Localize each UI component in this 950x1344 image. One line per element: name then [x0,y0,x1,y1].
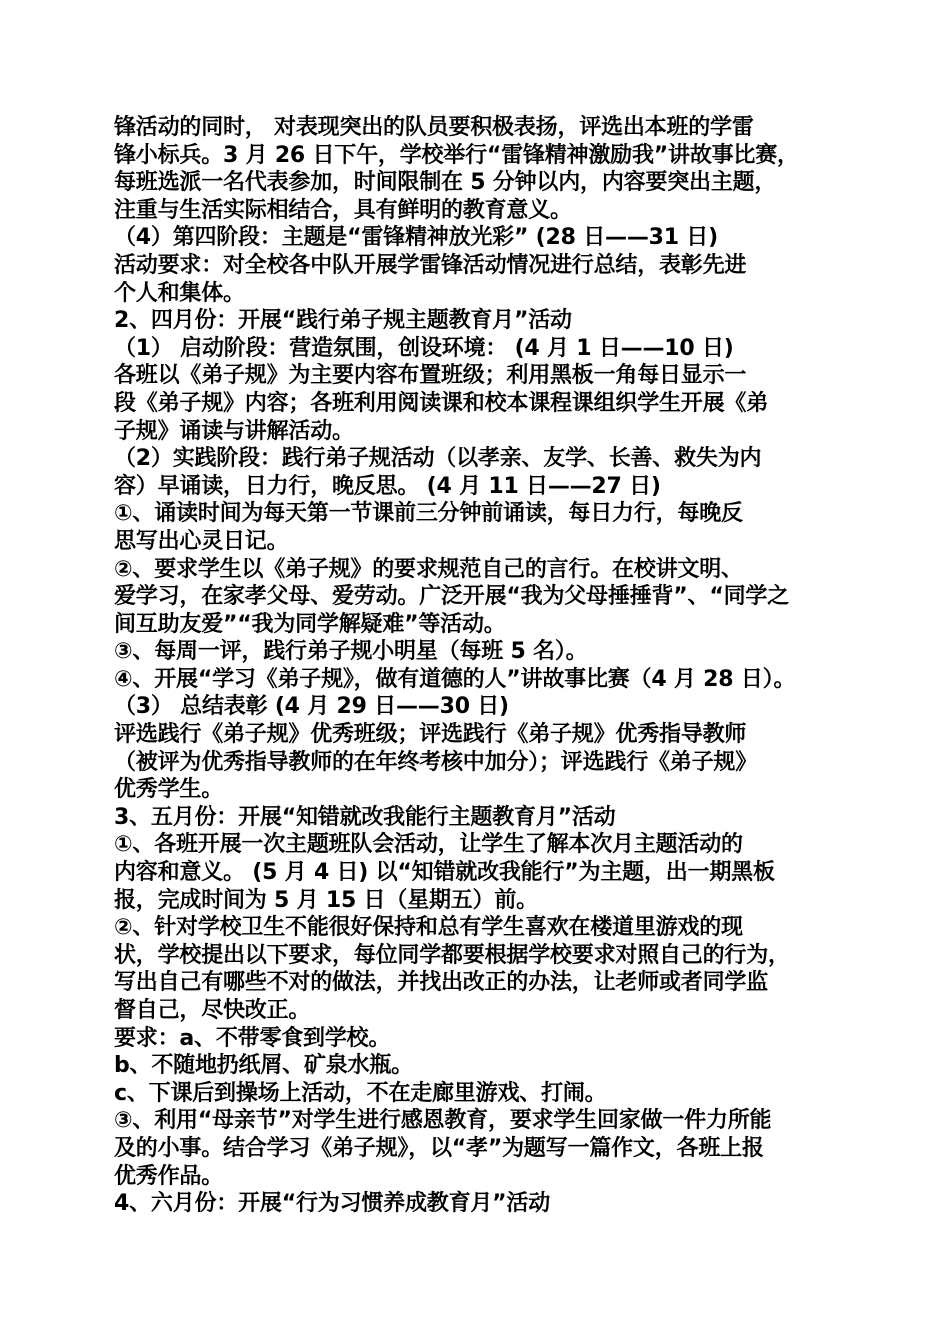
text-line: 注重与生活实际相结合，具有鲜明的教育意义。 [114,197,572,223]
text-line: 思写出心灵日记。 [114,528,289,554]
text-line: 写出自己有哪些不对的做法，并找出改正的办法，让老师或者同学监 [114,970,769,996]
list-item: ④、开展“学习《弟子规》，做有道德的人”讲故事比赛（4 月 28 日）。 [114,666,796,692]
list-item: ①、诵读时间为每天第一节课前三分钟前诵读，每日力行，每晚反 [114,501,743,527]
requirement-item: c、下课后到操场上活动，不在走廊里游戏、打闹。 [114,1080,607,1106]
text-line: 个人和集体。 [114,280,245,306]
text-line: 各班以《弟子规》为主要内容布置班级；利用黑板一角每日显示一 [114,363,747,389]
text-line: 活动要求：对全校各中队开展学雷锋活动情况进行总结，表彰先进 [114,252,747,278]
requirement-item: b、不随地扔纸屑、矿泉水瓶。 [114,1053,413,1079]
text-line: 间互助友爱”“我为同学解疑难”等活动。 [114,611,506,637]
text-line: 段《弟子规》内容；各班利用阅读课和校本课程课组织学生开展《弟 [114,390,769,416]
month-heading: 4、六月份：开展“行为习惯养成教育月”活动 [114,1191,551,1217]
list-item: ②、要求学生以《弟子规》的要求规范自己的言行。在校讲文明、 [114,556,743,582]
list-item: ③、每周一评，践行弟子规小明星（每班 5 名）。 [114,639,588,665]
text-line: 锋小标兵。3 月 26 日下午，学校举行“雷锋精神激励我”讲故事比赛， [114,142,799,168]
text-line: 爱学习，在家孝父母、爱劳动。广泛开展“我为父母捶捶背”、“同学之 [114,584,789,610]
text-line: 报，完成时间为 5 月 15 日（星期五）前。 [114,887,538,913]
text-line: 督自己，尽快改正。 [114,998,311,1023]
requirement-item: 要求：a、不带零食到学校。 [114,1025,391,1051]
section-heading: （3） 总结表彰 (4 月 29 日——30 日) [114,694,509,720]
section-heading: （1） 启动阶段：营造氛围，创设环境： (4 月 1 日——10 日) [114,335,734,361]
list-item: ③、利用“母亲节”对学生进行感恩教育，要求学生回家做一件力所能 [114,1108,772,1134]
month-heading: 2、四月份：开展“践行弟子规主题教育月”活动 [114,308,572,334]
text-line: 子规》诵读与讲解活动。 [114,418,354,444]
text-line: 每班选派一名代表参加，时间限制在 5 分钟以内，内容要突出主题， [114,170,777,196]
text-line: 评选践行《弟子规》优秀班级；评选践行《弟子规》优秀指导教师 [114,722,747,748]
list-item: ①、各班开展一次主题班队会活动，让学生了解本次月主题活动的 [114,832,743,858]
text-line: 及的小事。结合学习《弟子规》，以“孝”为题写一篇作文，各班上报 [114,1135,764,1161]
section-heading: （2）实践阶段：践行弟子规活动（以孝亲、友学、长善、救失为内 [114,446,762,472]
section-heading: （4）第四阶段：主题是“雷锋精神放光彩” (28 日——31 日) [114,225,718,251]
month-heading: 3、五月份：开展“知错就改我能行主题教育月”活动 [114,804,616,830]
text-line: 优秀学生。 [114,777,224,803]
text-line: 容）早诵读，日力行，晚反思。 (4 月 11 日——27 日) [114,473,661,499]
text-line: 状，学校提出以下要求，每位同学都要根据学校要求对照自己的行为， [114,942,790,968]
text-line: 优秀作品。 [114,1163,224,1189]
text-line: （被评为优秀指导教师的在年终考核中加分）；评选践行《弟子规》 [114,749,758,775]
document-page [114,114,854,1218]
text-line: 内容和意义。 (5 月 4 日) 以“知错就改我能行”为主题，出一期黑板 [114,860,775,886]
list-item: ②、针对学校卫生不能很好保持和总有学生喜欢在楼道里游戏的现 [114,915,743,941]
text-line: 锋活动的同时， 对表现突出的队员要积极表扬，评选出本班的学雷 [114,115,754,140]
